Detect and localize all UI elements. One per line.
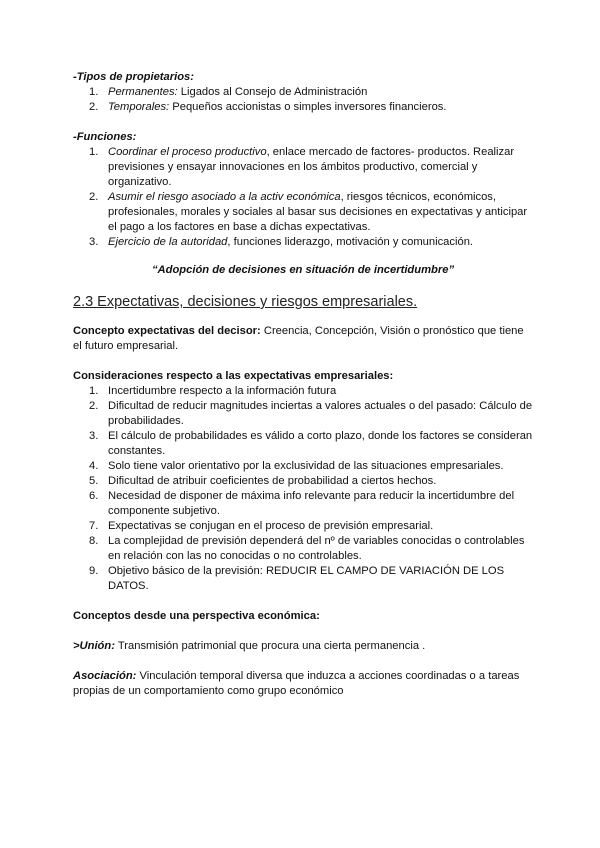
owners-list [73, 85, 533, 115]
list-item [73, 384, 533, 399]
list-number: 3. [89, 430, 99, 442]
list-item [73, 85, 533, 100]
section-title: 2.3 Expectativas, decisiones y riesgos empresariales. [73, 294, 418, 310]
economic-heading: Conceptos desde una perspectiva económica: [73, 610, 320, 622]
association-paragraph [73, 669, 533, 699]
association-text: Vinculación temporal diversa que induzca a acciones coordinadas o a tareas propias de un comportamiento como grupo económico [73, 670, 520, 697]
owners-heading: -Tipos de propietarios: [73, 71, 195, 83]
list-text: , funciones liderazgo, motivación y comunicación. [227, 236, 474, 248]
union-text: Transmisión patrimonial que procura una cierta permanencia . [114, 640, 426, 652]
list-item [73, 145, 533, 190]
list-item [73, 235, 533, 250]
list-number: 1. [89, 146, 99, 158]
list-text: Necesidad de disponer de máxima info relevante para reducir la incertidumbre del componente subjetivo. [108, 490, 515, 517]
considerations-heading: Consideraciones respecto a las expectativas empresariales: [73, 370, 394, 382]
list-text: , enlace mercado de factores- productos. Realizar previsiones y ensayar innovaciones en los ámbitos productivo, comercial y organizativo. [108, 146, 515, 188]
functions-heading: -Funciones: [73, 131, 137, 143]
list-term: Asumir el riesgo asociado a la activ económica [108, 191, 341, 203]
list-item [73, 519, 533, 534]
list-number: 8. [89, 535, 99, 547]
list-number: 2. [89, 101, 99, 113]
list-number: 3. [89, 236, 99, 248]
list-item [73, 399, 533, 429]
quote-line: “Adopción de decisiones en situación de incertidumbre” [151, 264, 455, 276]
concept-text: Creencia, Concepción, Visión o pronóstico que tiene el futuro empresarial. [73, 325, 524, 352]
list-number: 4. [89, 460, 99, 472]
list-term: Coordinar el proceso productivo [108, 146, 267, 158]
document-page [73, 70, 533, 699]
list-text: Objetivo básico de la previsión: REDUCIR EL CAMPO DE VARIACIÓN DE LOS DATOS. [108, 565, 505, 592]
union-label: >Unión: [73, 640, 115, 652]
list-text: Solo tiene valor orientativo por la exclusividad de las situaciones empresariales. [108, 460, 504, 472]
list-text: Ligados al Consejo de Administración [177, 86, 368, 98]
list-term: Temporales: [108, 101, 170, 113]
union-paragraph [73, 639, 533, 654]
list-number: 2. [89, 400, 99, 412]
list-number: 1. [89, 86, 99, 98]
list-text: Expectativas se conjugan en el proceso de previsión empresarial. [108, 520, 434, 532]
functions-list [73, 145, 533, 250]
concept-label: Concepto expectativas del decisor: [73, 325, 261, 337]
list-number: 2. [89, 191, 99, 203]
list-item [73, 100, 533, 115]
list-item [73, 429, 533, 459]
list-item [73, 190, 533, 235]
considerations-list [73, 384, 533, 594]
list-item [73, 489, 533, 519]
list-item [73, 474, 533, 489]
concept-paragraph [73, 324, 533, 354]
list-number: 7. [89, 520, 99, 532]
list-text: La complejidad de previsión dependerá del nº de variables conocidas o controlables en relación con las no conocidas o no controlables. [108, 535, 525, 562]
list-text: Pequeños accionistas o simples inversores financieros. [169, 101, 447, 113]
list-number: 9. [89, 565, 99, 577]
list-term: Permanentes: [108, 86, 178, 98]
list-number: 1. [89, 385, 99, 397]
list-item [73, 534, 533, 564]
list-text: Incertidumbre respecto a la información futura [108, 385, 337, 397]
list-text: El cálculo de probabilidades es válido a corto plazo, donde los factores se consideran constantes. [108, 430, 533, 457]
list-number: 5. [89, 475, 99, 487]
list-item [73, 564, 533, 594]
list-text: Dificultad de atribuir coeficientes de probabilidad a ciertos hechos. [108, 475, 437, 487]
list-text: , riesgos técnicos, económicos, profesionales, morales y sociales al basar sus decisiones en expectativas y anticipar el pago a los factores en base a dichas expectativas. [108, 191, 528, 233]
list-term: Ejercicio de la autoridad [108, 236, 228, 248]
list-item [73, 459, 533, 474]
list-number: 6. [89, 490, 99, 502]
association-label: Asociación: [73, 670, 137, 682]
list-text: Dificultad de reducir magnitudes inciertas a valores actuales o del pasado: Cálculo de probabilidades. [108, 400, 533, 427]
